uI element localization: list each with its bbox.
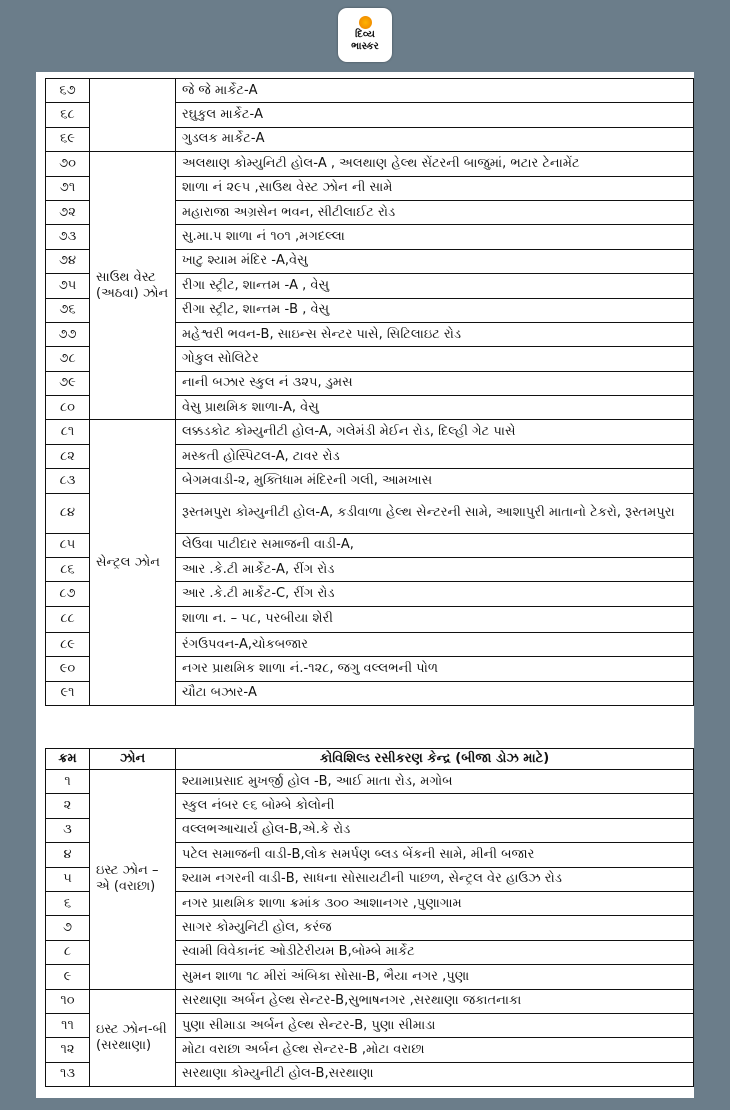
serial-number-cell: ૯ [46, 965, 90, 989]
serial-number-cell: ૭૭ [46, 322, 90, 346]
serial-number-cell: ૫ [46, 867, 90, 891]
header-serial: ક્રમ [46, 749, 90, 770]
vaccination-center-cell: રંગઉપવન-A,ચોકબજાર [176, 632, 694, 656]
serial-number-cell: ૭૯ [46, 371, 90, 395]
vaccination-center-cell: ચૌટા બઝાર-A [176, 681, 694, 705]
vaccination-center-cell: નગર પ્રાથમિક શાળા ક્રમાંક ૩૦૦ આશાનગર ,પુણાગામ [176, 891, 694, 915]
serial-number-cell: ૯૦ [46, 657, 90, 681]
serial-number-cell: ૮૬ [46, 558, 90, 582]
vaccination-center-cell: નાની બઝાર સ્કુલ નં ૩૨૫, ડુમસ [176, 371, 694, 395]
serial-number-cell: ૮૯ [46, 632, 90, 656]
serial-number-cell: ૪ [46, 843, 90, 867]
zone-cell: ઇસ્ટ ઝોન-બી (સરથાણા) [90, 989, 176, 1087]
serial-number-cell: ૮૭ [46, 582, 90, 606]
vaccination-center-cell: રઘુકુલ માર્કેટ-A [176, 103, 694, 127]
serial-number-cell: ૭૨ [46, 200, 90, 224]
serial-number-cell: ૭૦ [46, 152, 90, 176]
vaccination-center-cell: લક્કડકોટ કોમ્યુનીટી હોલ-A, ગલેમંડી મેઈન રોડ, દિલ્હી ગેટ પાસે [176, 420, 694, 444]
serial-number-cell: ૮૩ [46, 469, 90, 493]
table-row [46, 152, 694, 176]
vaccination-center-cell: નગર પ્રાથમિક શાળા નં.-૧૨૮, જગુ વલ્લભની પોળ [176, 657, 694, 681]
vaccination-center-cell: રીગા સ્ટ્રીટ, શાન્તમ -B , વેસુ [176, 298, 694, 322]
vaccination-center-cell: જે જે માર્કેટ-A [176, 79, 694, 103]
vaccination-center-cell: શ્યામાપ્રસાદ મુખર્જી હોલ -B, આઈ માતા રોડ, મગોબ [176, 770, 694, 794]
vaccination-center-cell: આર .કે.ટી માર્કેટ-C, રીંગ રોડ [176, 582, 694, 606]
serial-number-cell: ૭૧ [46, 176, 90, 200]
vaccination-center-cell: રીગા સ્ટ્રીટ, શાન્તમ -A , વેસુ [176, 274, 694, 298]
vaccination-center-cell: મોટા વરાછા અર્બન હેલ્થ સેન્ટર-B ,મોટા વરાછા [176, 1038, 694, 1062]
serial-number-cell: ૭ [46, 916, 90, 940]
vaccination-center-cell: શ્યામ નગરની વાડી-B, સાધના સોસાયટીની પાછળ, સેન્ટ્રલ વેર હાઉઝ રોડ [176, 867, 694, 891]
vaccination-center-cell: વેસુ પ્રાથમિક શાળા-A, વેસુ [176, 396, 694, 420]
table-row [46, 79, 694, 103]
vaccination-center-cell: પટેલ સમાજની વાડી-B,લોક સમર્પણ બ્લડ બેંકની સામે, મીની બજાર [176, 843, 694, 867]
serial-number-cell: ૭૫ [46, 274, 90, 298]
sun-icon [359, 16, 372, 29]
serial-number-cell: ૬૭ [46, 79, 90, 103]
logo-line2: ભાસ્કર [351, 41, 379, 52]
vaccination-center-cell: અલથાણ કોમ્યુનિટી હોલ-A , અલથાણ હેલ્થ સેંટરની બાજુમાં, ભટાર ટેનામેંટ [176, 152, 694, 176]
serial-number-cell: ૭૪ [46, 249, 90, 273]
serial-number-cell: ૮૮ [46, 606, 90, 632]
vaccination-center-cell: ગુડલક માર્કેટ-A [176, 127, 694, 151]
header-center: કોવિશિલ્ડ રસીકરણ કેન્દ્ર (બીજા ડોઝ માટે) [176, 749, 694, 770]
serial-number-cell: ૧૧ [46, 1013, 90, 1037]
table-header-row [46, 749, 694, 770]
vaccination-center-cell: મહેશ્વરી ભવન-B, સાઇન્સ સેન્ટર પાસે, સિટિલાઇટ રોડ [176, 322, 694, 346]
vaccination-center-cell: મહારાજા અગ્રસેન ભવન, સીટીલાઈટ રોડ [176, 200, 694, 224]
vaccination-center-cell: વલ્લભઆચાર્ય હોલ-B,એ.કે રોડ [176, 818, 694, 842]
table-row [46, 420, 694, 444]
serial-number-cell: ૮ [46, 940, 90, 964]
logo-line1: દિવ્ય [355, 29, 375, 40]
serial-number-cell: ૮૨ [46, 444, 90, 468]
serial-number-cell: ૮૪ [46, 493, 90, 533]
vaccination-center-cell: શાળા ન. – ૫૮, પરબીયા શેરી [176, 606, 694, 632]
serial-number-cell: ૩ [46, 818, 90, 842]
vaccination-center-cell: આર .કે.ટી માર્કેટ-A, રીંગ રોડ [176, 558, 694, 582]
table-row [46, 989, 694, 1013]
vaccination-center-cell: સ્વામી વિવેકાનંદ ઓડીટેરીયમ B,બોમ્બે માર્કેટ [176, 940, 694, 964]
vaccination-center-cell: મસ્કતી હોસ્પિટલ-A, ટાવર રોડ [176, 444, 694, 468]
serial-number-cell: ૯૧ [46, 681, 90, 705]
header-zone: ઝોન [90, 749, 176, 770]
vaccination-table-part1 [45, 78, 694, 706]
vaccination-center-cell: સરથાણા કોમ્યુનીટી હોલ-B,સરથાણા [176, 1062, 694, 1086]
vaccination-center-cell: શાળા નં ૨૯૫ ,સાઉથ વેસ્ટ ઝોન ની સામે [176, 176, 694, 200]
serial-number-cell: ૬૮ [46, 103, 90, 127]
vaccination-center-cell: ગોકુલ સોલિટેર [176, 347, 694, 371]
serial-number-cell: ૧૦ [46, 989, 90, 1013]
vaccination-center-cell: સ્કુલ નંબર ૯૬ બોમ્બે કોલોની [176, 794, 694, 818]
serial-number-cell: ૭૮ [46, 347, 90, 371]
vaccination-center-cell: સુ.મા.૫ શાળા નં ૧૦૧ ,મગદલ્લા [176, 225, 694, 249]
vaccination-center-cell: બેગમવાડી-૨, મુક્તિધામ મંદિરની ગલી, આમખાસ [176, 469, 694, 493]
serial-number-cell: ૬૯ [46, 127, 90, 151]
serial-number-cell: ૨ [46, 794, 90, 818]
serial-number-cell: ૧૩ [46, 1062, 90, 1086]
vaccination-center-cell: સરથાણા અર્બન હેલ્થ સેન્ટર-B,સુભાષનગર ,સરથાણા જકાતનાકા [176, 989, 694, 1013]
serial-number-cell: ૮૦ [46, 396, 90, 420]
zone-cell: સાઉથ વેસ્ટ (અઠવા) ઝોન [90, 152, 176, 420]
serial-number-cell: ૮૧ [46, 420, 90, 444]
serial-number-cell: ૭૬ [46, 298, 90, 322]
zone-cell [90, 79, 176, 152]
vaccination-center-cell: સાગર કોમ્યુનિટી હોલ, કરંજ [176, 916, 694, 940]
vaccination-center-cell: ખાટુ શ્યામ મંદિર -A,વેસુ [176, 249, 694, 273]
serial-number-cell: ૧ [46, 770, 90, 794]
serial-number-cell: ૬ [46, 891, 90, 915]
zone-cell: સેન્ટ્રલ ઝોન [90, 420, 176, 706]
vaccination-center-cell: સુમન શાળા ૧૮ મીરાં અંબિકા સોસા-B, ભૈયા નગર ,પુણા [176, 965, 694, 989]
serial-number-cell: ૮૫ [46, 533, 90, 557]
serial-number-cell: ૭૩ [46, 225, 90, 249]
table-row [46, 770, 694, 794]
serial-number-cell: ૧૨ [46, 1038, 90, 1062]
document-sheet [36, 72, 694, 1098]
divya-bhaskar-logo [338, 8, 392, 62]
vaccination-center-cell: લેઉવા પાટીદાર સમાજની વાડી-A, [176, 533, 694, 557]
vaccination-center-cell: પુણા સીમાડા અર્બન હેલ્થ સેન્ટર-B, પુણા સીમાડા [176, 1013, 694, 1037]
vaccination-center-cell: રૂસ્તમપુરા કોમ્યુનીટી હોલ-A, કડીવાળા હેલ્થ સેન્ટરની સામે, આશાપુરી માતાનો ટેકરો, રૂસ્તમપુરા [176, 493, 694, 533]
vaccination-table-second-dose [45, 748, 694, 1087]
zone-cell: ઇસ્ટ ઝોન – એ (વરાછા) [90, 770, 176, 990]
